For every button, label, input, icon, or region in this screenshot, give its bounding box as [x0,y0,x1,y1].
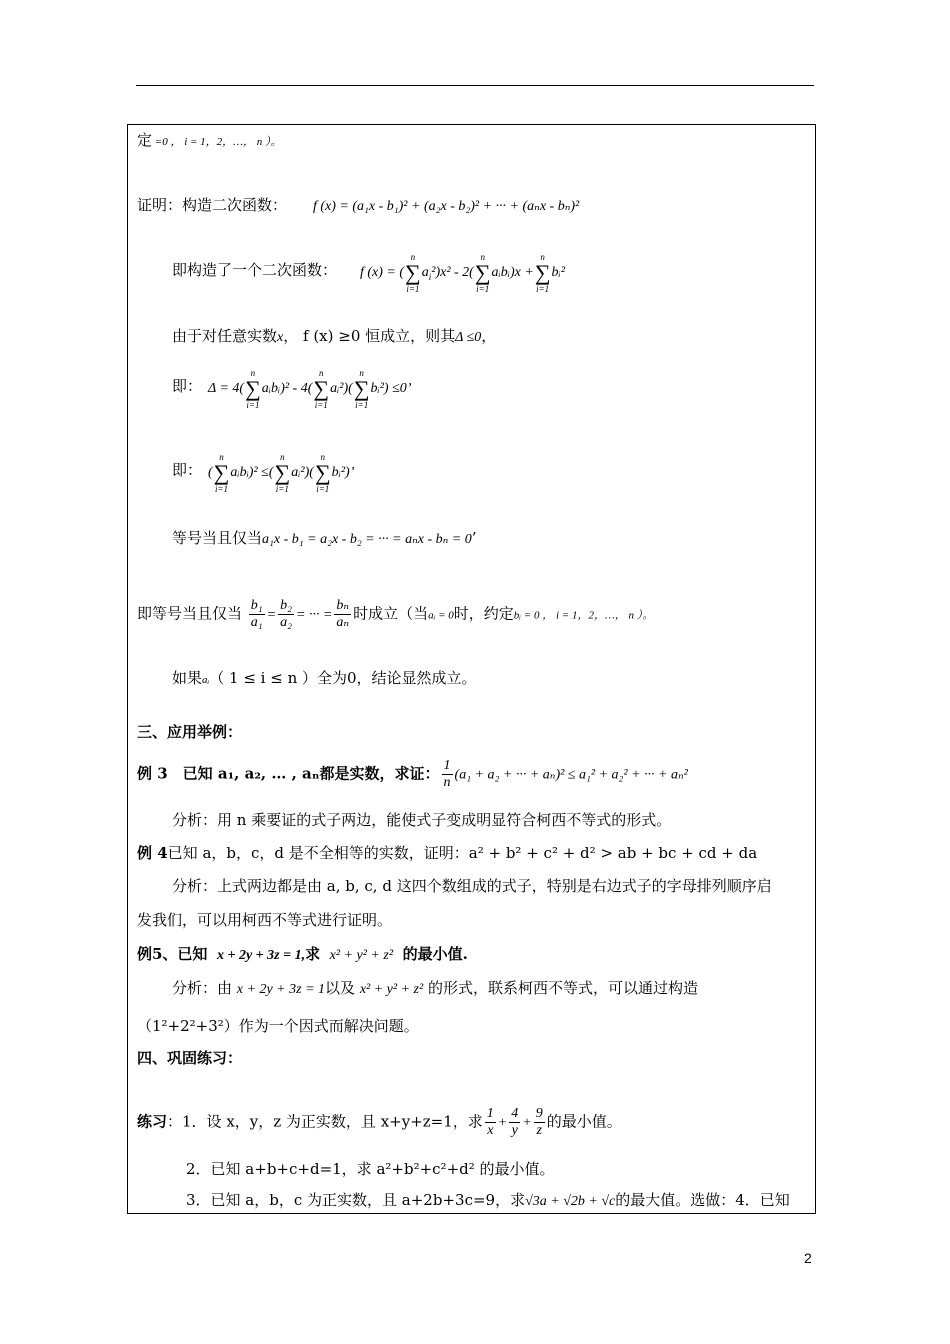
section-heading: 四、巩固练习： [137,1049,243,1067]
math-formula: Δ = 4( n ∑ i=1 aᵢbᵢ)² - 4( n ∑ i=1 aᵢ²)( n ∑ i=1 bᵢ²) ≤0’ [208,368,412,410]
exercise-1: 练习：1．设 x，y，z 为正实数，且 x+y+z=1，求 $\frac{1}{x}$ + $\frac{4}{y}$ + $\frac{9}{z}$ 的最小值。 [137,1106,622,1138]
exercise-3: 3．已知 a，b，c 为正实数，且 a+2b+3c=9，求√3a + √2b + √c的最大值。选做：4．已知 [186,1191,790,1209]
page-number: 2 [804,1250,812,1266]
exercise-2: 2．已知 a+b+c+d=1，求 a²+b²+c²+d² 的最小值。 [186,1160,555,1178]
math-formula: ( n ∑ i=1 aᵢbᵢ)² ≤( n ∑ i=1 aᵢ²)( n ∑ i=1 bᵢ²)’ [208,452,355,494]
text-line: 定 =0 ， i = 1，2，…， n ）。 [137,131,282,149]
example-4: 例 4已知 a，b，c，d 是不全相等的实数，证明：a² + b² + c² + d² > ab + bc + cd + da [137,844,758,862]
math-formula: f (x) = (a₁x - b₁)² + (a₂x - b₂)² + ··· + (aₙx - bₙ)² [313,199,580,214]
text-line: 如果aᵢ（ 1 ≤ i ≤ n ）全为0，结论显然成立。 [172,669,477,687]
text-line: 由于对任意实数x， f (x) ≥0 恒成立，则其Δ ≤0， [172,327,497,345]
example-3: 例 3 已知 a₁, a₂, … , aₙ都是实数，求证： $\frac{1}{n}$ (a₁ + a₂ + ··· + aₙ)² ≤ a₁² + a₂² + ··· + aₙ² [137,758,688,790]
analysis-4-cont: 发我们，可以用柯西不等式进行证明。 [137,911,393,929]
text-line: 证明：构造二次函数： [137,196,288,214]
text-line: 即： [172,377,203,395]
analysis-5: 分析：由 x + 2y + 3z = 1以及 x² + y² + z² 的形式，联系柯西不等式，可以通过构造 [172,979,698,997]
text-line: 等号当且仅当a₁x - b₁ = a₂x - b₂ = ··· = aₙx - bₙ = 0’ [172,529,477,547]
example-5: 例5、已知 x + 2y + 3z = 1,求 x² + y² + z² 的最小值. [137,945,468,963]
text-line: 即构造了一个二次函数： [172,261,338,279]
math-formula: f (x) = ( n ∑ i=1 $a_i^2)x^2 - 2$( n ∑ i=1 aᵢbᵢ)x + n ∑ i=1 bᵢ² [360,252,565,294]
analysis-4: 分析：上式两边都是由 a, b, c, d 这四个数组成的式子，特别是右边式子的字母排列顺序启 [172,877,772,895]
section-heading: 三、应用举例： [137,723,243,741]
analysis-5-cont: （1²+2²+3²）作为一个因式而解决问题。 [137,1017,419,1035]
analysis-3: 分析：用 n 乘要证的式子两边，能使式子变成明显符合柯西不等式的形式。 [172,811,672,829]
text-line: 即： [172,461,203,479]
math: =0 ， i = 1，2，…， n ）。 [152,136,282,148]
header-rule [136,85,814,86]
text-line: 即等号当且仅当 $\frac{\text{b₁}}{\text{a₁}}$ = $\frac{\text{b₂}}{\text{a₂}}$ = ··· = $\frac{\text{bₙ}}{\text{aₙ}}$ 时成立（当aᵢ = 0时，约定bᵢ = 0 ， i = 1，2，…， n ）。 [137,598,654,630]
